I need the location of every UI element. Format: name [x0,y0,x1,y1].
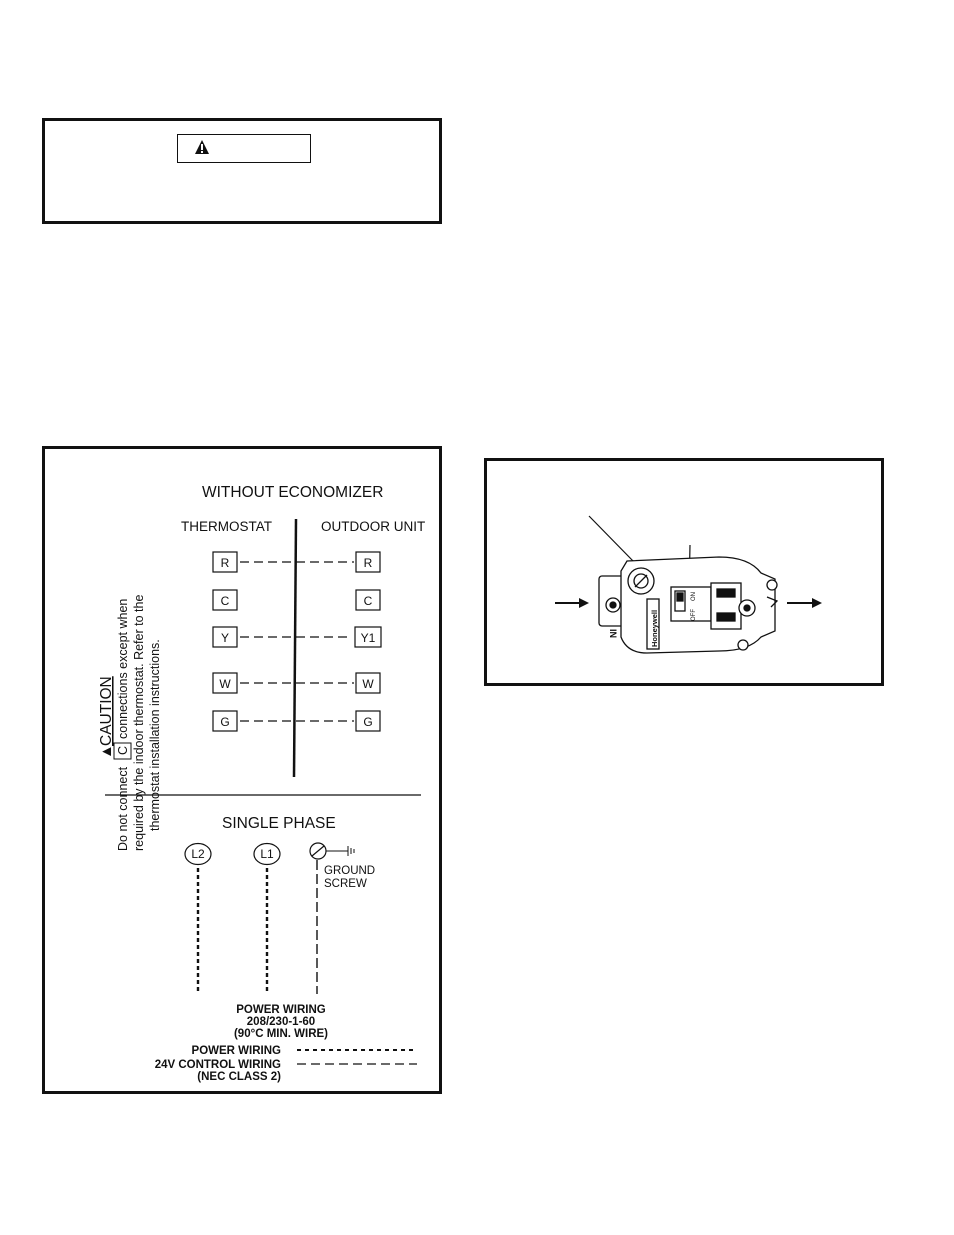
gas-outlet-arrow-icon [787,598,822,608]
title-without-economizer: WITHOUT ECONOMIZER [202,484,384,501]
warning-box [42,118,442,224]
thermostat-terminal-r: R [220,556,230,570]
terminal-l1-label: L1 [260,847,274,861]
outdoor-terminal-y1: Y1 [360,631,376,645]
thermostat-terminal-g: G [220,715,230,729]
brand-label: Honeywell [650,609,659,647]
outdoor-terminal-w: W [362,677,374,691]
switch-on-label: ON [691,592,697,601]
caution-boxed-c: C [116,745,130,755]
power-wiring-label-2: 208/230-1-60 [246,1016,316,1028]
gas-valve-body [599,557,777,653]
gas-valve-box [484,458,884,686]
legend-control-label-1: 24V CONTROL WIRING [154,1059,281,1071]
column-outdoor-unit: OUTDOOR UNIT [321,519,426,534]
caution-line2: required by the indoor thermostat. Refer to the [132,594,146,851]
legend-power-label: POWER WIRING [191,1045,281,1057]
power-wiring-label-3: (90°C MIN. WIRE) [233,1028,329,1040]
center-divider [294,519,296,777]
pressure-regulator-leader [589,516,635,563]
wiring-diagram [45,449,439,1091]
wiring-diagram-box [42,446,442,1094]
power-wiring-label-1: POWER WIRING [236,1004,326,1016]
thermostat-terminal-y: Y [220,631,230,645]
terminal-l2-label: L2 [191,847,205,861]
ground-screw-label-2: SCREW [324,878,367,890]
thermostat-terminal-w: W [219,677,231,691]
title-single-phase: SINGLE PHASE [222,815,336,832]
outdoor-terminal-r: R [363,556,373,570]
warning-triangle-icon [178,135,309,161]
caution-line1-post: connections except when [116,598,130,739]
legend-control-label-2: (NEC CLASS 2) [197,1071,281,1083]
gas-inlet-arrow-icon [555,598,589,608]
caution-icon: ▲ [98,744,115,759]
outdoor-terminal-g: G [363,715,373,729]
column-thermostat: THERMOSTAT [181,519,272,534]
thermostat-terminal-c: C [220,594,230,608]
outdoor-terminals [355,552,381,731]
caution-title: CAUTION [98,676,115,746]
warning-badge [177,134,311,163]
control-wire-lines [240,562,354,721]
gas-valve-illustration [487,461,881,683]
outdoor-terminal-c: C [363,594,373,608]
ground-screw-label-1: GROUND [324,865,376,877]
ground-screw-icon [310,843,354,859]
switch-off-label: OFF [691,609,697,621]
thermostat-terminals [213,552,237,731]
caution-note [98,595,162,851]
caution-line3: thermostat installation instructions. [148,639,162,831]
inlet-mark: IN [608,629,618,638]
caution-line1-pre: Do not connect [116,766,130,851]
